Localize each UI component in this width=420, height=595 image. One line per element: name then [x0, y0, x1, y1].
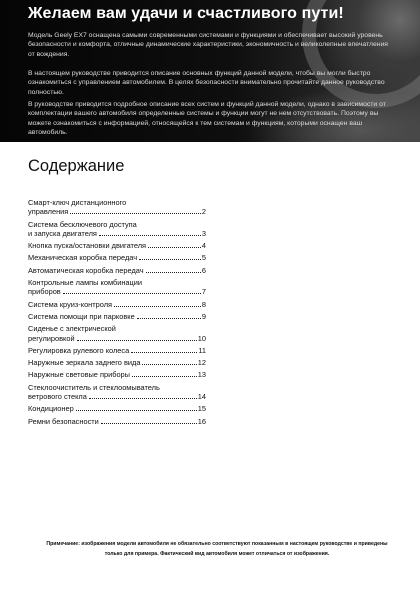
toc-item[interactable]: [28, 220, 206, 239]
toc-item[interactable]: [28, 383, 206, 402]
intro-paragraph-2: В настоящем руководстве приводится описание основных функций данной модели, чтобы вы могли быстро ознакомиться с управлением автомобилем. В целях безопасности внимательно прочитайте данное руководство полностью.: [28, 70, 385, 96]
toc-item[interactable]: [28, 346, 206, 355]
toc-item-title: Механическая коробка передач: [28, 253, 138, 263]
toc-item-page: 10: [197, 333, 206, 343]
intro-paragraph-3: В руководстве приводится подробное описание всех систем и функций данной модели, однако в зависимости от комплектации вашего автомобиля определенные системы и функции могут не нем отсутствовать. Поэтому вы можете ознакомиться с информацией, относящейся к тем системам и функциям, которыми оснащен ваш автомобиль.: [28, 101, 386, 136]
toc-item-page: 15: [197, 404, 206, 414]
dot-leader: [70, 213, 201, 214]
toc-item-title: Система помощи при парковке: [28, 311, 135, 321]
dot-leader: [89, 398, 197, 399]
toc-item-title: и запуска двигателя: [28, 228, 97, 238]
page-title: Желаем вам удачи и счастливого пути!: [28, 5, 344, 22]
toc-item[interactable]: [28, 266, 206, 275]
dot-leader: [99, 235, 201, 236]
toc-item-title: Кондиционер: [28, 404, 74, 414]
toc-heading: Содержание: [28, 157, 125, 175]
toc-item[interactable]: [28, 198, 206, 217]
toc-item-page: 5: [201, 253, 206, 263]
dot-leader: [76, 410, 197, 411]
toc-item-page: 8: [201, 299, 206, 309]
toc-item-title-line1: Стеклоочиститель и стеклоомыватель: [28, 382, 160, 392]
toc-item-title: Ремни безопасности: [28, 416, 99, 426]
dot-leader: [146, 272, 201, 273]
intro-paragraph-1: Модель Geely EX7 оснащена самыми современными системами и функциями и обеспечивает высокий уровень безопасности и комфорта, отличные динамические характеристики, экономичность и великолепные впечатления от вождения.: [28, 32, 388, 58]
toc-item-title: Кнопка пуска/остановки двигателя: [28, 241, 147, 251]
cover-header-banner: [0, 0, 420, 142]
toc-item[interactable]: [28, 312, 206, 321]
toc-item-page: 4: [201, 241, 206, 251]
toc-item-page: 3: [201, 228, 206, 238]
footnote: Примечание: изображения модели автомобиля не обязательно соответствуют показанным в настоящем руководстве и приведены только для примера. Фактический вид автомобиля может отличаться от изображения.: [46, 541, 388, 557]
toc-item-page: 2: [201, 207, 206, 217]
toc-item-page: 9: [201, 311, 206, 321]
toc-item-title: регулировкой: [28, 333, 75, 343]
toc-item-page: 7: [201, 287, 206, 297]
toc-item-title: Регулировка рулевого колеса: [28, 345, 130, 355]
toc-item-page: 14: [197, 392, 206, 402]
toc-item-title-line1: Смарт-ключ дистанционного: [28, 198, 127, 207]
toc-item-title: управления: [28, 207, 69, 217]
toc-item-page: 12: [197, 358, 206, 368]
toc-item[interactable]: [28, 241, 206, 250]
toc-item-title: Автоматическая коробка передач: [28, 265, 144, 275]
toc-item[interactable]: [28, 278, 206, 297]
toc-item-title: Система круиз-контроля: [28, 299, 113, 309]
dot-leader: [148, 247, 201, 248]
toc-item[interactable]: [28, 300, 206, 309]
toc-item-title: Наружные зеркала заднего вида: [28, 358, 141, 368]
toc-item-page: 13: [197, 370, 206, 380]
toc-item-title: ветрового стекла: [28, 392, 87, 402]
toc-item-title-line1: Сиденье с электрической: [28, 324, 116, 334]
dot-leader: [131, 352, 197, 353]
toc-item[interactable]: [28, 404, 206, 413]
toc-item[interactable]: [28, 358, 206, 367]
dot-leader: [139, 259, 201, 260]
toc-item-title: Наружные световые приборы: [28, 370, 130, 380]
dot-leader: [142, 364, 196, 365]
dot-leader: [63, 293, 201, 294]
dot-leader: [101, 423, 197, 424]
toc-item-page: 6: [201, 265, 206, 275]
toc-item-page: 11: [198, 345, 206, 355]
toc-item-title: приборов: [28, 287, 61, 297]
toc-item-page: 16: [197, 416, 206, 426]
dot-leader: [137, 318, 201, 319]
toc-item[interactable]: [28, 370, 206, 379]
toc-item-title-line1: Контрольные лампы комбинации: [28, 278, 142, 288]
toc-item[interactable]: [28, 417, 206, 426]
toc-item-title-line1: Система бесключевого доступа: [28, 219, 137, 229]
dot-leader: [114, 306, 201, 307]
dot-leader: [77, 340, 197, 341]
table-of-contents: [28, 198, 206, 426]
dot-leader: [132, 376, 197, 377]
toc-item[interactable]: [28, 253, 206, 262]
toc-item[interactable]: [28, 324, 206, 343]
